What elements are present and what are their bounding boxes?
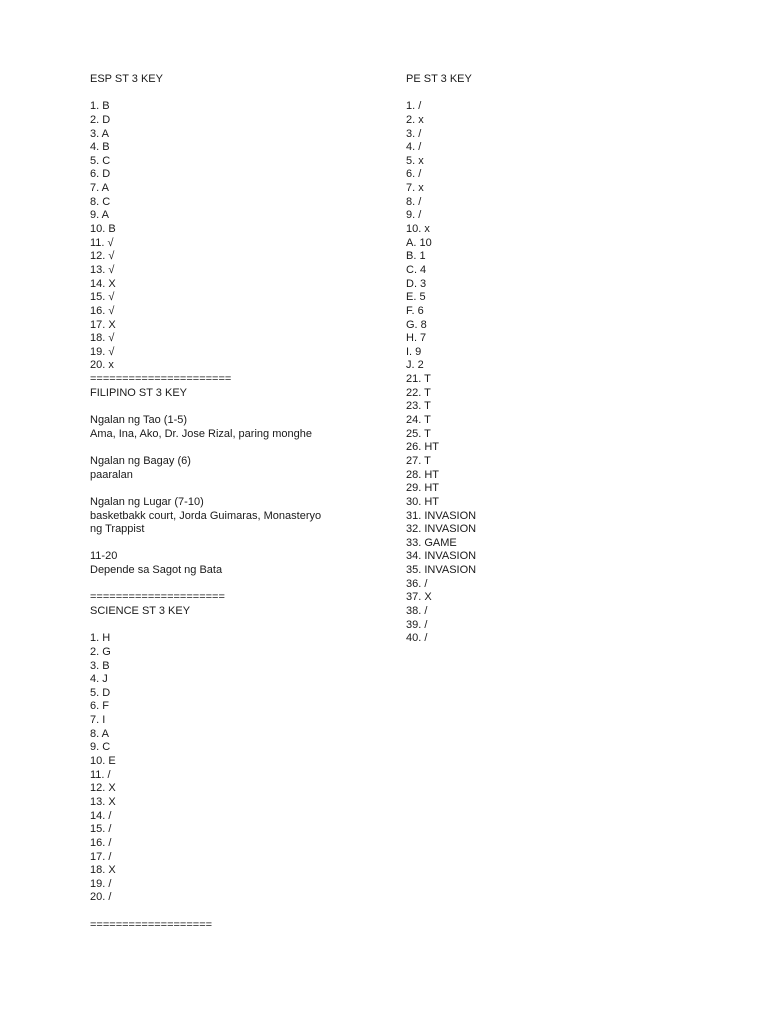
spacer — [90, 905, 390, 919]
answer-item: 39. / — [406, 618, 428, 631]
answer-item: 10. E — [90, 755, 116, 768]
answer-item: 7. x — [406, 182, 424, 195]
filipino-lugar-answer-line-2: ng Trappist — [90, 523, 145, 536]
answer-item: 30. HT — [406, 495, 440, 508]
answer-item: 2. D — [90, 113, 111, 126]
answer-item: 2. x — [406, 113, 424, 126]
answer-item: 6. / — [406, 168, 422, 181]
answer-item: 8. C — [90, 195, 111, 208]
spacer — [90, 482, 390, 496]
answer-item: 6. D — [90, 168, 111, 181]
answer-item: 20. / — [90, 891, 112, 904]
answer-item: 4. B — [90, 141, 110, 154]
answer-item: 3. / — [406, 127, 422, 140]
answer-item: 21. T — [406, 373, 431, 386]
answer-item: 1. H — [90, 632, 111, 645]
answer-item: E. 5 — [406, 291, 426, 304]
pe-title: PE ST 3 KEY — [406, 73, 472, 85]
answer-item: 24. T — [406, 414, 431, 427]
answer-item: H. 7 — [406, 332, 427, 345]
answer-item: B. 1 — [406, 250, 426, 263]
spacer — [90, 400, 390, 414]
filipino-bagay-answer: paaralan — [90, 468, 133, 481]
answer-item: 17. X — [90, 318, 116, 331]
answer-item: C. 4 — [406, 263, 427, 276]
answer-item: 15. √ — [90, 291, 115, 304]
answer-item: J. 2 — [406, 359, 424, 372]
esp-separator: ====================== — [90, 373, 232, 386]
answer-item: 38. / — [406, 604, 428, 617]
answer-item: G. 8 — [406, 318, 427, 331]
answer-item: 9. / — [406, 209, 422, 222]
answer-item: D. 3 — [406, 277, 427, 290]
answer-item: 1. / — [406, 100, 422, 113]
answer-item: 35. INVASION — [406, 564, 477, 577]
filipino-lugar-answer-line-1: basketbakk court, Jorda Guimaras, Monasteryo — [90, 509, 322, 522]
answer-item: 29. HT — [406, 482, 440, 495]
filipino-title: FILIPINO ST 3 KEY — [90, 386, 187, 399]
science-answer-list — [90, 632, 390, 905]
answer-item: 32. INVASION — [406, 523, 477, 536]
answer-item: 16. / — [90, 836, 112, 849]
answer-item: 19. / — [90, 877, 112, 890]
answer-item: 3. B — [90, 659, 110, 672]
answer-item: 6. F — [90, 700, 109, 713]
answer-item: 20. x — [90, 359, 114, 372]
spacer — [90, 87, 390, 101]
filipino-lugar-heading: Ngalan ng Lugar (7-10) — [90, 495, 204, 508]
spacer — [90, 537, 390, 551]
filipino-rest-answer: Depende sa Sagot ng Bata — [90, 564, 223, 577]
answer-item: 12. X — [90, 782, 116, 795]
answer-item: 14. / — [90, 809, 112, 822]
filipino-rest-heading: 11-20 — [90, 550, 118, 563]
esp-answer-list — [90, 100, 390, 373]
spacer — [90, 619, 390, 633]
answer-item: 13. X — [90, 795, 116, 808]
filipino-bagay-heading: Ngalan ng Bagay (6) — [90, 454, 191, 467]
spacer — [406, 87, 706, 101]
answer-item: 5. C — [90, 154, 111, 167]
answer-item: 17. / — [90, 850, 112, 863]
answer-item: 23. T — [406, 400, 431, 413]
answer-item: 9. C — [90, 741, 111, 754]
answer-item: 11. √ — [90, 236, 114, 249]
answer-item: 14. X — [90, 277, 116, 290]
right-column — [406, 73, 706, 646]
answer-item: 12. √ — [90, 250, 115, 263]
answer-item: 8. / — [406, 195, 422, 208]
answer-item: 18. X — [90, 864, 116, 877]
answer-item: I. 9 — [406, 345, 422, 358]
answer-item: 3. A — [90, 127, 109, 140]
answer-item: 5. D — [90, 686, 111, 699]
answer-item: 7. A — [90, 182, 109, 195]
answer-item: 10. x — [406, 223, 430, 236]
spacer — [90, 578, 390, 592]
pe-answer-list — [406, 100, 706, 646]
answer-item: 28. HT — [406, 468, 440, 481]
science-title: SCIENCE ST 3 KEY — [90, 604, 191, 617]
filipino-tao-heading: Ngalan ng Tao (1-5) — [90, 414, 188, 427]
answer-item: 37. X — [406, 591, 432, 604]
answer-item: 26. HT — [406, 441, 440, 454]
answer-item: 8. A — [90, 727, 109, 740]
filipino-tao-answer: Ama, Ina, Ako, Dr. Jose Rizal, paring monghe — [90, 427, 312, 440]
esp-title: ESP ST 3 KEY — [90, 73, 163, 85]
spacer — [90, 441, 390, 455]
answer-item: 1. B — [90, 100, 110, 113]
answer-item: 34. INVASION — [406, 550, 477, 563]
answer-item: 40. / — [406, 632, 428, 645]
answer-item: F. 6 — [406, 304, 424, 317]
answer-item: 31. INVASION — [406, 509, 477, 522]
left-column — [90, 73, 390, 932]
answer-item: 22. T — [406, 386, 431, 399]
answer-item: 9. A — [90, 209, 109, 222]
answer-item: 33. GAME — [406, 536, 457, 549]
science-separator: =================== — [90, 918, 213, 931]
answer-item: 10. B — [90, 223, 116, 236]
answer-item: 7. I — [90, 714, 106, 727]
answer-item: 15. / — [90, 823, 112, 836]
answer-item: 36. / — [406, 577, 428, 590]
answer-item: 4. J — [90, 673, 108, 686]
answer-item: 13. √ — [90, 263, 115, 276]
filipino-separator: ===================== — [90, 591, 225, 604]
answer-item: 4. / — [406, 141, 422, 154]
answer-item: 18. √ — [90, 332, 115, 345]
answer-item: 27. T — [406, 454, 431, 467]
answer-item: 25. T — [406, 427, 431, 440]
answer-item: 16. √ — [90, 304, 115, 317]
answer-item: 2. G — [90, 645, 111, 658]
answer-item: 5. x — [406, 154, 424, 167]
answer-item: A. 10 — [406, 236, 432, 249]
answer-item: 19. √ — [90, 345, 115, 358]
answer-item: 11. / — [90, 768, 111, 781]
